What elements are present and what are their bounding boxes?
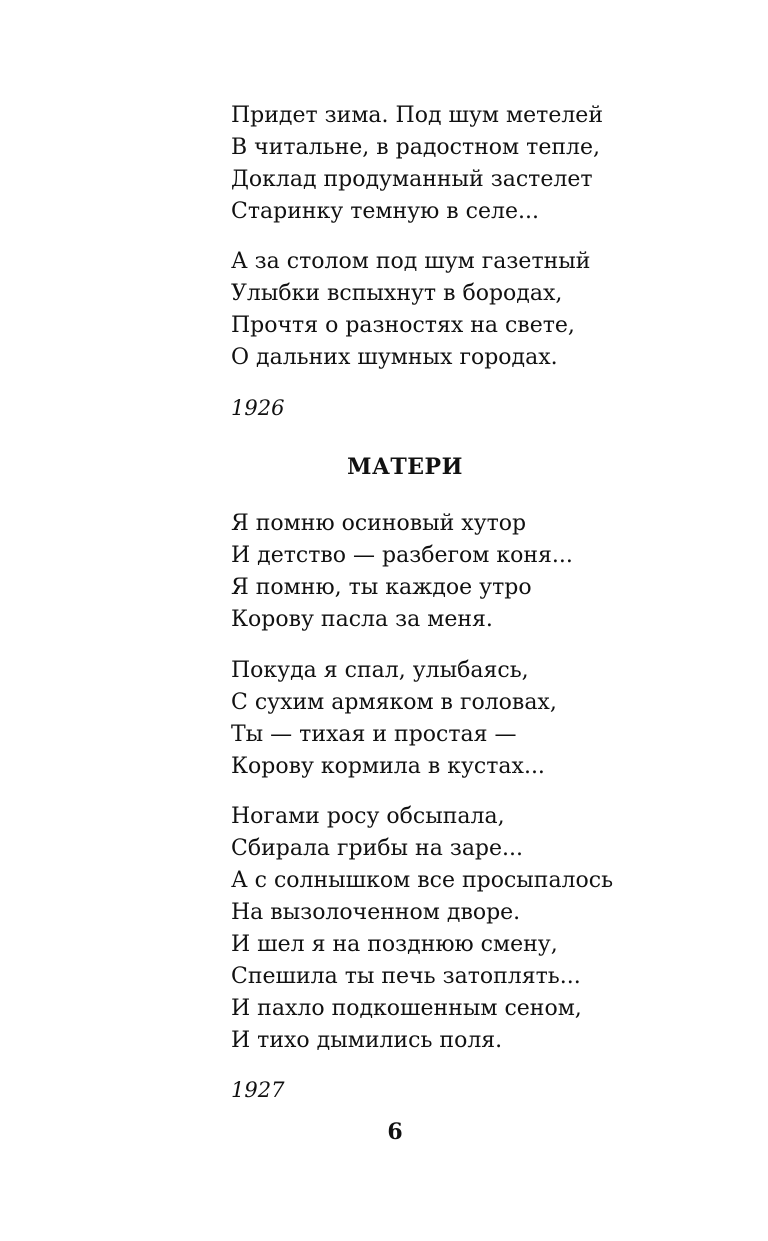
page-number: 6	[387, 1119, 403, 1145]
verse-line: Сбирала грибы на заре...	[231, 836, 524, 861]
verse-line: Ты — тихая и простая —	[231, 722, 517, 747]
verse-line: Придет зима. Под шум метелей	[231, 103, 603, 128]
verse-line: Покуда я спал, улыбаясь,	[231, 658, 529, 683]
verse-line: И пахло подкошенным сеном,	[231, 996, 582, 1021]
verse-line: С сухим армяком в головах,	[231, 690, 557, 715]
poem1-stanza-2	[231, 246, 711, 374]
verse-line: На вызолоченном дворе.	[231, 900, 521, 925]
verse-line: И детство — разбегом коня...	[231, 543, 573, 568]
verse-line: И тихо дымились поля.	[231, 1028, 503, 1053]
verse-line: Спешила ты печь затоплять...	[231, 964, 581, 989]
verse-line: Корову кормила в кустах...	[231, 754, 545, 779]
verse-line: Я помню осиновый хутор	[231, 511, 527, 536]
verse-line: И шел я на позднюю смену,	[231, 932, 558, 957]
verse-line: А с солнышком все просыпалось	[231, 868, 614, 893]
poem2-stanza-3	[231, 801, 711, 1057]
poem2-title: МАТЕРИ	[347, 454, 463, 480]
verse-line: Доклад продуманный застелет	[231, 167, 593, 192]
poem1-year: 1926	[231, 396, 285, 420]
verse-line: Ногами росу обсыпала,	[231, 804, 505, 829]
verse-line: О дальних шумных городах.	[231, 345, 558, 370]
poem2-year: 1927	[231, 1078, 285, 1102]
verse-line: Прочтя о разностях на свете,	[231, 313, 575, 338]
poem1-stanza-1	[231, 100, 711, 228]
verse-line: В читальне, в радостном тепле,	[231, 135, 600, 160]
verse-line: Старинку темную в селе...	[231, 199, 539, 224]
poem2-stanza-1	[231, 508, 711, 636]
verse-line: А за столом под шум газетный	[231, 249, 591, 274]
verse-line: Корову пасла за меня.	[231, 607, 493, 632]
poem2-stanza-2	[231, 655, 711, 783]
verse-line: Я помню, ты каждое утро	[231, 575, 532, 600]
verse-line: Улыбки вспыхнут в бородах,	[231, 281, 563, 306]
